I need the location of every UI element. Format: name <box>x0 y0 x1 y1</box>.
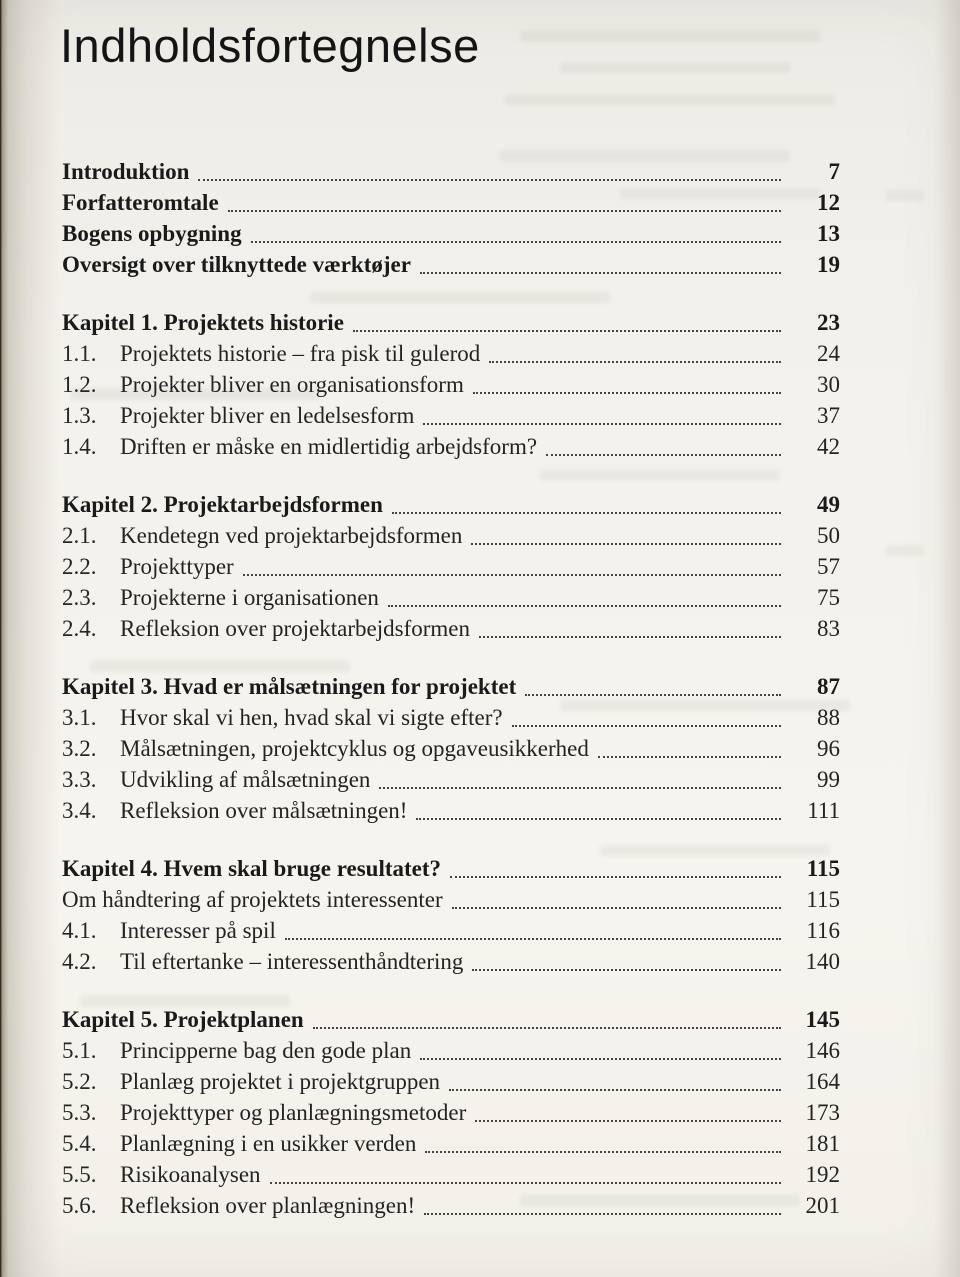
section-number: 3.2. <box>62 736 97 761</box>
page-number: 19 <box>817 252 840 277</box>
page-number: 50 <box>817 523 840 548</box>
page-number: 88 <box>817 705 840 730</box>
dot-leader <box>243 574 781 576</box>
section-number: 5.5. <box>62 1162 97 1187</box>
entry-title: Til eftertanke – interessenthåndtering <box>120 949 464 974</box>
dot-leader <box>546 454 781 456</box>
toc-row <box>62 671 840 702</box>
toc-row <box>62 400 840 431</box>
toc-row <box>62 884 840 915</box>
page-number: 24 <box>817 341 840 366</box>
dot-leader <box>392 512 781 514</box>
section-number: 2.4. <box>62 616 97 641</box>
page-number: 30 <box>817 372 840 397</box>
toc-group <box>62 156 840 280</box>
toc-row <box>62 853 840 884</box>
section-number: 3.3. <box>62 767 97 792</box>
page-number: 181 <box>805 1131 840 1156</box>
section-number: 4.1. <box>62 918 97 943</box>
showthrough-line <box>505 94 835 105</box>
dot-leader <box>479 636 781 638</box>
toc-group <box>62 489 840 644</box>
entry-title: Kapitel 2. Projektarbejdsformen <box>62 492 383 517</box>
entry-title: Udvikling af målsætningen <box>120 767 371 792</box>
toc-row <box>62 946 840 977</box>
entry-title: Projekterne i organisationen <box>120 585 379 610</box>
page-title: Indholdsfortegnelse <box>60 19 480 72</box>
entry-title: Kendetegn ved projektarbejdsformen <box>120 523 463 548</box>
toc-row <box>62 1004 840 1035</box>
dot-leader <box>270 1182 781 1184</box>
toc-row <box>62 338 840 369</box>
entry-title: Projekttyper og planlægningsmetoder <box>120 1100 467 1125</box>
dot-leader <box>471 543 781 545</box>
entry-title: Projekter bliver en ledelsesform <box>120 403 415 428</box>
page-number: 115 <box>806 856 840 881</box>
entry-title: Kapitel 3. Hvad er målsætningen for projektet <box>62 674 517 699</box>
section-number: 1.1. <box>62 341 97 366</box>
entry-title: Planlæg projektet i projektgruppen <box>120 1069 441 1094</box>
dot-leader <box>388 605 781 607</box>
entry-title: Projekter bliver en organisationsform <box>120 372 464 397</box>
dot-leader <box>475 1120 781 1122</box>
dot-leader <box>424 1213 781 1215</box>
toc-group <box>62 307 840 462</box>
entry-title: Om håndtering af projektets interessenter <box>62 887 443 912</box>
toc-row <box>62 156 840 187</box>
dot-leader <box>416 818 781 820</box>
section-number: 5.3. <box>62 1100 97 1125</box>
page-number: 75 <box>817 585 840 610</box>
dot-leader <box>449 1089 781 1091</box>
entry-title: Driften er måske en midlertidig arbejdsform? <box>120 434 538 459</box>
page-number: 13 <box>817 221 840 246</box>
showthrough-line <box>886 190 924 201</box>
dot-leader <box>525 694 781 696</box>
toc-row <box>62 1035 840 1066</box>
showthrough-line <box>560 62 790 73</box>
entry-title: Risikoanalysen <box>120 1162 261 1187</box>
page-number: 173 <box>805 1100 840 1125</box>
entry-title: Principperne bag den gode plan <box>120 1038 412 1063</box>
dot-leader <box>420 272 781 274</box>
page-number: 146 <box>805 1038 840 1063</box>
page-edge-shadow <box>934 0 960 1277</box>
binding-gutter-shadow <box>0 0 60 1277</box>
page-number: 140 <box>805 949 840 974</box>
toc-row <box>62 431 840 462</box>
page-number: 96 <box>817 736 840 761</box>
toc-row <box>62 551 840 582</box>
section-number: 3.4. <box>62 798 97 823</box>
toc-row <box>62 1190 840 1221</box>
toc-row <box>62 1128 840 1159</box>
toc-row <box>62 795 840 826</box>
toc-group <box>62 1004 840 1221</box>
toc-row <box>62 764 840 795</box>
entry-title: Projekttyper <box>120 554 234 579</box>
dot-leader <box>353 330 781 332</box>
section-number: 2.2. <box>62 554 97 579</box>
dot-leader <box>420 1058 781 1060</box>
entry-title: Bogens opbygning <box>62 221 242 246</box>
toc-row <box>62 218 840 249</box>
dot-leader <box>473 392 781 394</box>
dot-leader <box>472 969 781 971</box>
entry-title: Interesser på spil <box>120 918 276 943</box>
dot-leader <box>379 787 781 789</box>
section-number: 3.1. <box>62 705 97 730</box>
toc-row <box>62 489 840 520</box>
toc-row <box>62 733 840 764</box>
section-number: 1.2. <box>62 372 97 397</box>
entry-title: Oversigt over tilknyttede værktøjer <box>62 252 411 277</box>
toc-row <box>62 187 840 218</box>
page-number: 116 <box>806 918 840 943</box>
toc-row <box>62 915 840 946</box>
page-number: 12 <box>817 190 840 215</box>
entry-title: Planlægning i en usikker verden <box>120 1131 417 1156</box>
section-number: 5.1. <box>62 1038 97 1063</box>
page-number: 7 <box>828 159 840 184</box>
entry-title: Kapitel 4. Hvem skal bruge resultatet? <box>62 856 442 881</box>
page-number: 42 <box>817 434 840 459</box>
entry-title: Kapitel 1. Projektets historie <box>62 310 344 335</box>
dot-leader <box>423 423 781 425</box>
dot-leader <box>452 907 781 909</box>
page-number: 201 <box>805 1193 840 1218</box>
dot-leader <box>512 725 781 727</box>
dot-leader <box>228 210 781 212</box>
toc-group <box>62 671 840 826</box>
entry-title: Refleksion over projektarbejdsformen <box>120 616 470 641</box>
table-of-contents <box>62 156 840 1221</box>
section-number: 4.2. <box>62 949 97 974</box>
entry-title: Kapitel 5. Projektplanen <box>62 1007 304 1032</box>
entry-title: Refleksion over planlægningen! <box>120 1193 416 1218</box>
showthrough-line <box>520 30 820 42</box>
entry-title: Introduktion <box>62 159 190 184</box>
section-number: 2.3. <box>62 585 97 610</box>
dot-leader <box>450 876 781 878</box>
page-number: 49 <box>817 492 840 517</box>
toc-row <box>62 582 840 613</box>
page-number: 111 <box>807 798 840 823</box>
toc-row <box>62 702 840 733</box>
page-number: 115 <box>806 887 840 912</box>
toc-row <box>62 1097 840 1128</box>
toc-row <box>62 613 840 644</box>
toc-group <box>62 853 840 977</box>
page-number: 87 <box>817 674 840 699</box>
dot-leader <box>598 756 781 758</box>
page-number: 99 <box>817 767 840 792</box>
dot-leader <box>425 1151 781 1153</box>
section-number: 5.4. <box>62 1131 97 1156</box>
dot-leader <box>285 938 781 940</box>
dot-leader <box>313 1027 781 1029</box>
section-number: 2.1. <box>62 523 97 548</box>
page-number: 164 <box>805 1069 840 1094</box>
entry-title: Målsætningen, projektcyklus og opgaveusikkerhed <box>120 736 589 761</box>
page-number: 23 <box>817 310 840 335</box>
entry-title: Projektets historie – fra pisk til gulerod <box>120 341 481 366</box>
page-number: 145 <box>805 1007 840 1032</box>
page-number: 192 <box>805 1162 840 1187</box>
showthrough-line <box>886 545 924 556</box>
toc-row <box>62 249 840 280</box>
page-number: 83 <box>817 616 840 641</box>
section-number: 1.3. <box>62 403 97 428</box>
section-number: 5.6. <box>62 1193 97 1218</box>
toc-row <box>62 307 840 338</box>
dot-leader <box>489 361 781 363</box>
entry-title: Forfatteromtale <box>62 190 219 215</box>
section-number: 5.2. <box>62 1069 97 1094</box>
toc-row <box>62 1066 840 1097</box>
toc-row <box>62 520 840 551</box>
toc-row <box>62 369 840 400</box>
section-number: 1.4. <box>62 434 97 459</box>
entry-title: Hvor skal vi hen, hvad skal vi sigte efter? <box>120 705 503 730</box>
dot-leader <box>198 179 781 181</box>
entry-title: Refleksion over målsætningen! <box>120 798 408 823</box>
toc-row <box>62 1159 840 1190</box>
page-number: 57 <box>817 554 840 579</box>
page-number: 37 <box>817 403 840 428</box>
dot-leader <box>251 241 781 243</box>
